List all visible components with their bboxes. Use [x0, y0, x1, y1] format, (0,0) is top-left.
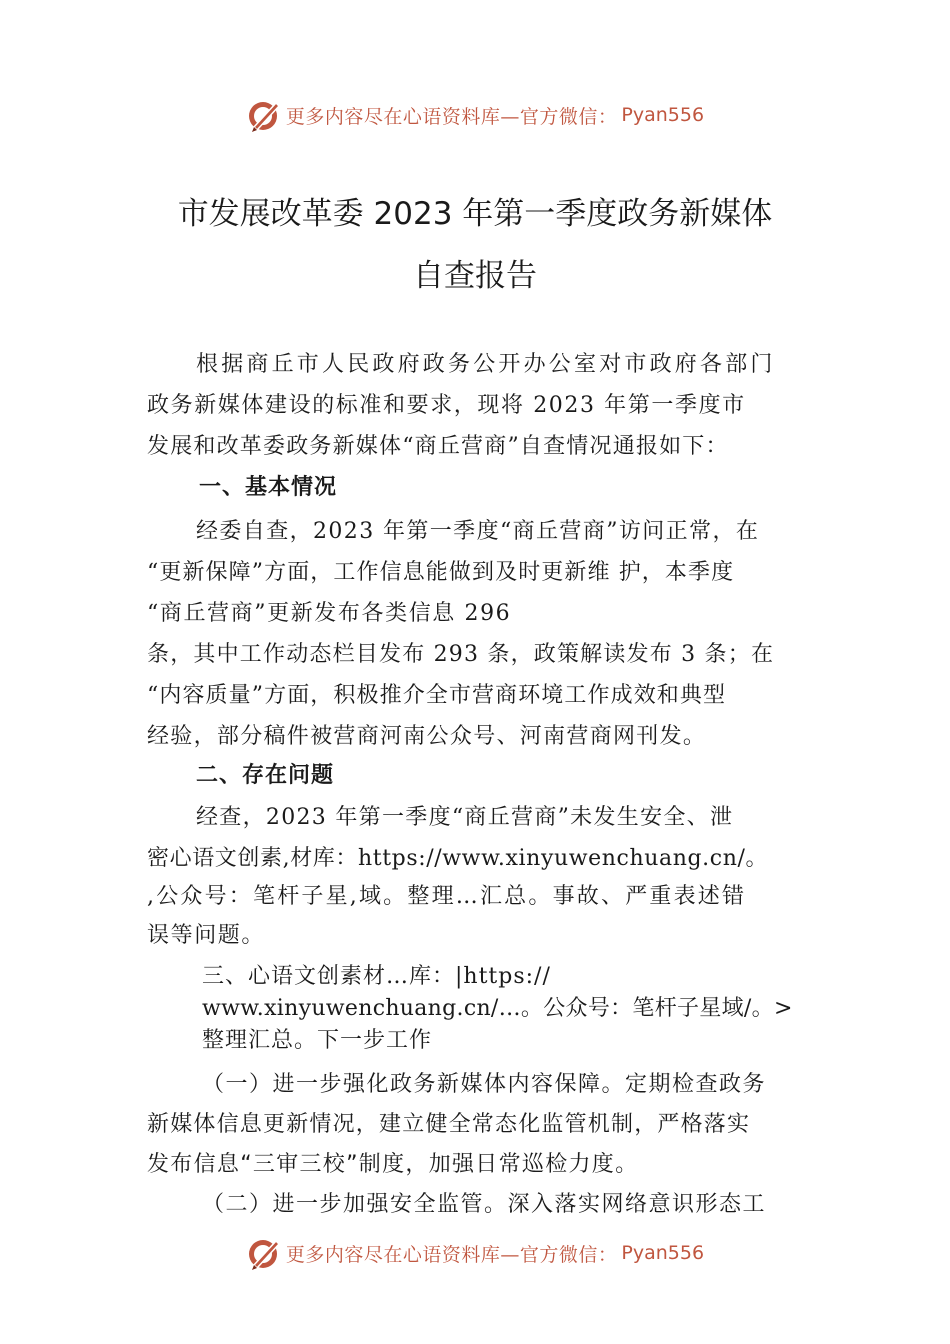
body-line: “内容质量”方面，积极推介全市营商环境工作成效和典型: [147, 683, 727, 708]
body-line: （二）进一步加强安全监管。深入落实网络意识形态工: [202, 1192, 767, 1217]
document-title-line-1: 市发展改革委 2023 年第一季度政务新媒体: [177, 196, 773, 232]
document-title-line-2: 自查报告: [413, 258, 537, 294]
banner-wechat-id: Pyan556: [621, 104, 705, 126]
body-line: 误等问题。: [147, 923, 266, 948]
body-line: 经验，部分稿件被营商河南公众号、河南营商网刊发。: [147, 724, 707, 749]
body-line: “更新保障”方面，工作信息能做到及时更新维 护，本季度: [147, 560, 735, 585]
body-line: 条，其中工作动态栏目发布 293 条，政策解读发布 3 条；在: [147, 642, 775, 667]
banner-brand-text: 更多内容尽在心语资料库—官方微信：: [285, 105, 618, 128]
body-line: 密心语文创素,材库：https://www.xinyuwenchuang.cn/。: [147, 846, 769, 871]
body-line: 政务新媒体建设的标准和要求，现将 2023 年第一季度市: [147, 393, 746, 418]
body-line: “商丘营商”更新发布各类信息 296: [147, 601, 512, 626]
body-line: 发展和改革委政务新媒体“商丘营商”自查情况通报如下：: [147, 434, 729, 459]
body-line: 三、心语文创素材…库：|https://: [202, 964, 551, 989]
pen-logo-icon: [246, 1235, 282, 1271]
body-line: 新媒体信息更新情况，建立健全常态化监管机制，严格落实: [147, 1112, 751, 1137]
body-line: 整理汇总。下一步工作: [202, 1028, 433, 1053]
header-banner: [0, 92, 950, 138]
section-heading-2: 二、存在问题: [196, 763, 335, 788]
section-heading-1: 一、基本情况: [199, 475, 338, 500]
body-line: www.xinyuwenchuang.cn/…。公众号：笔杆子星域/。>: [202, 996, 793, 1021]
body-line: 发布信息“三审三校”制度，加强日常巡检力度。: [147, 1152, 639, 1177]
body-line: 根据商丘市人民政府政务公开办公室对市政府各部门: [196, 352, 776, 377]
body-line: ,公众号：笔杆子星,域。整理…汇总。事故、严重表述错: [147, 884, 747, 909]
pen-logo-icon: [246, 97, 282, 133]
body-line: （一）进一步强化政务新媒体内容保障。定期检查政务: [202, 1072, 767, 1097]
footer-banner: [0, 1230, 950, 1276]
banner-brand-text: 更多内容尽在心语资料库—官方微信：: [285, 1243, 618, 1266]
body-line: 经委自查，2023 年第一季度“商丘营商”访问正常，在: [196, 519, 760, 544]
body-line: 经查，2023 年第一季度“商丘营商”未发生安全、泄: [196, 805, 734, 830]
banner-wechat-id: Pyan556: [621, 1242, 705, 1264]
